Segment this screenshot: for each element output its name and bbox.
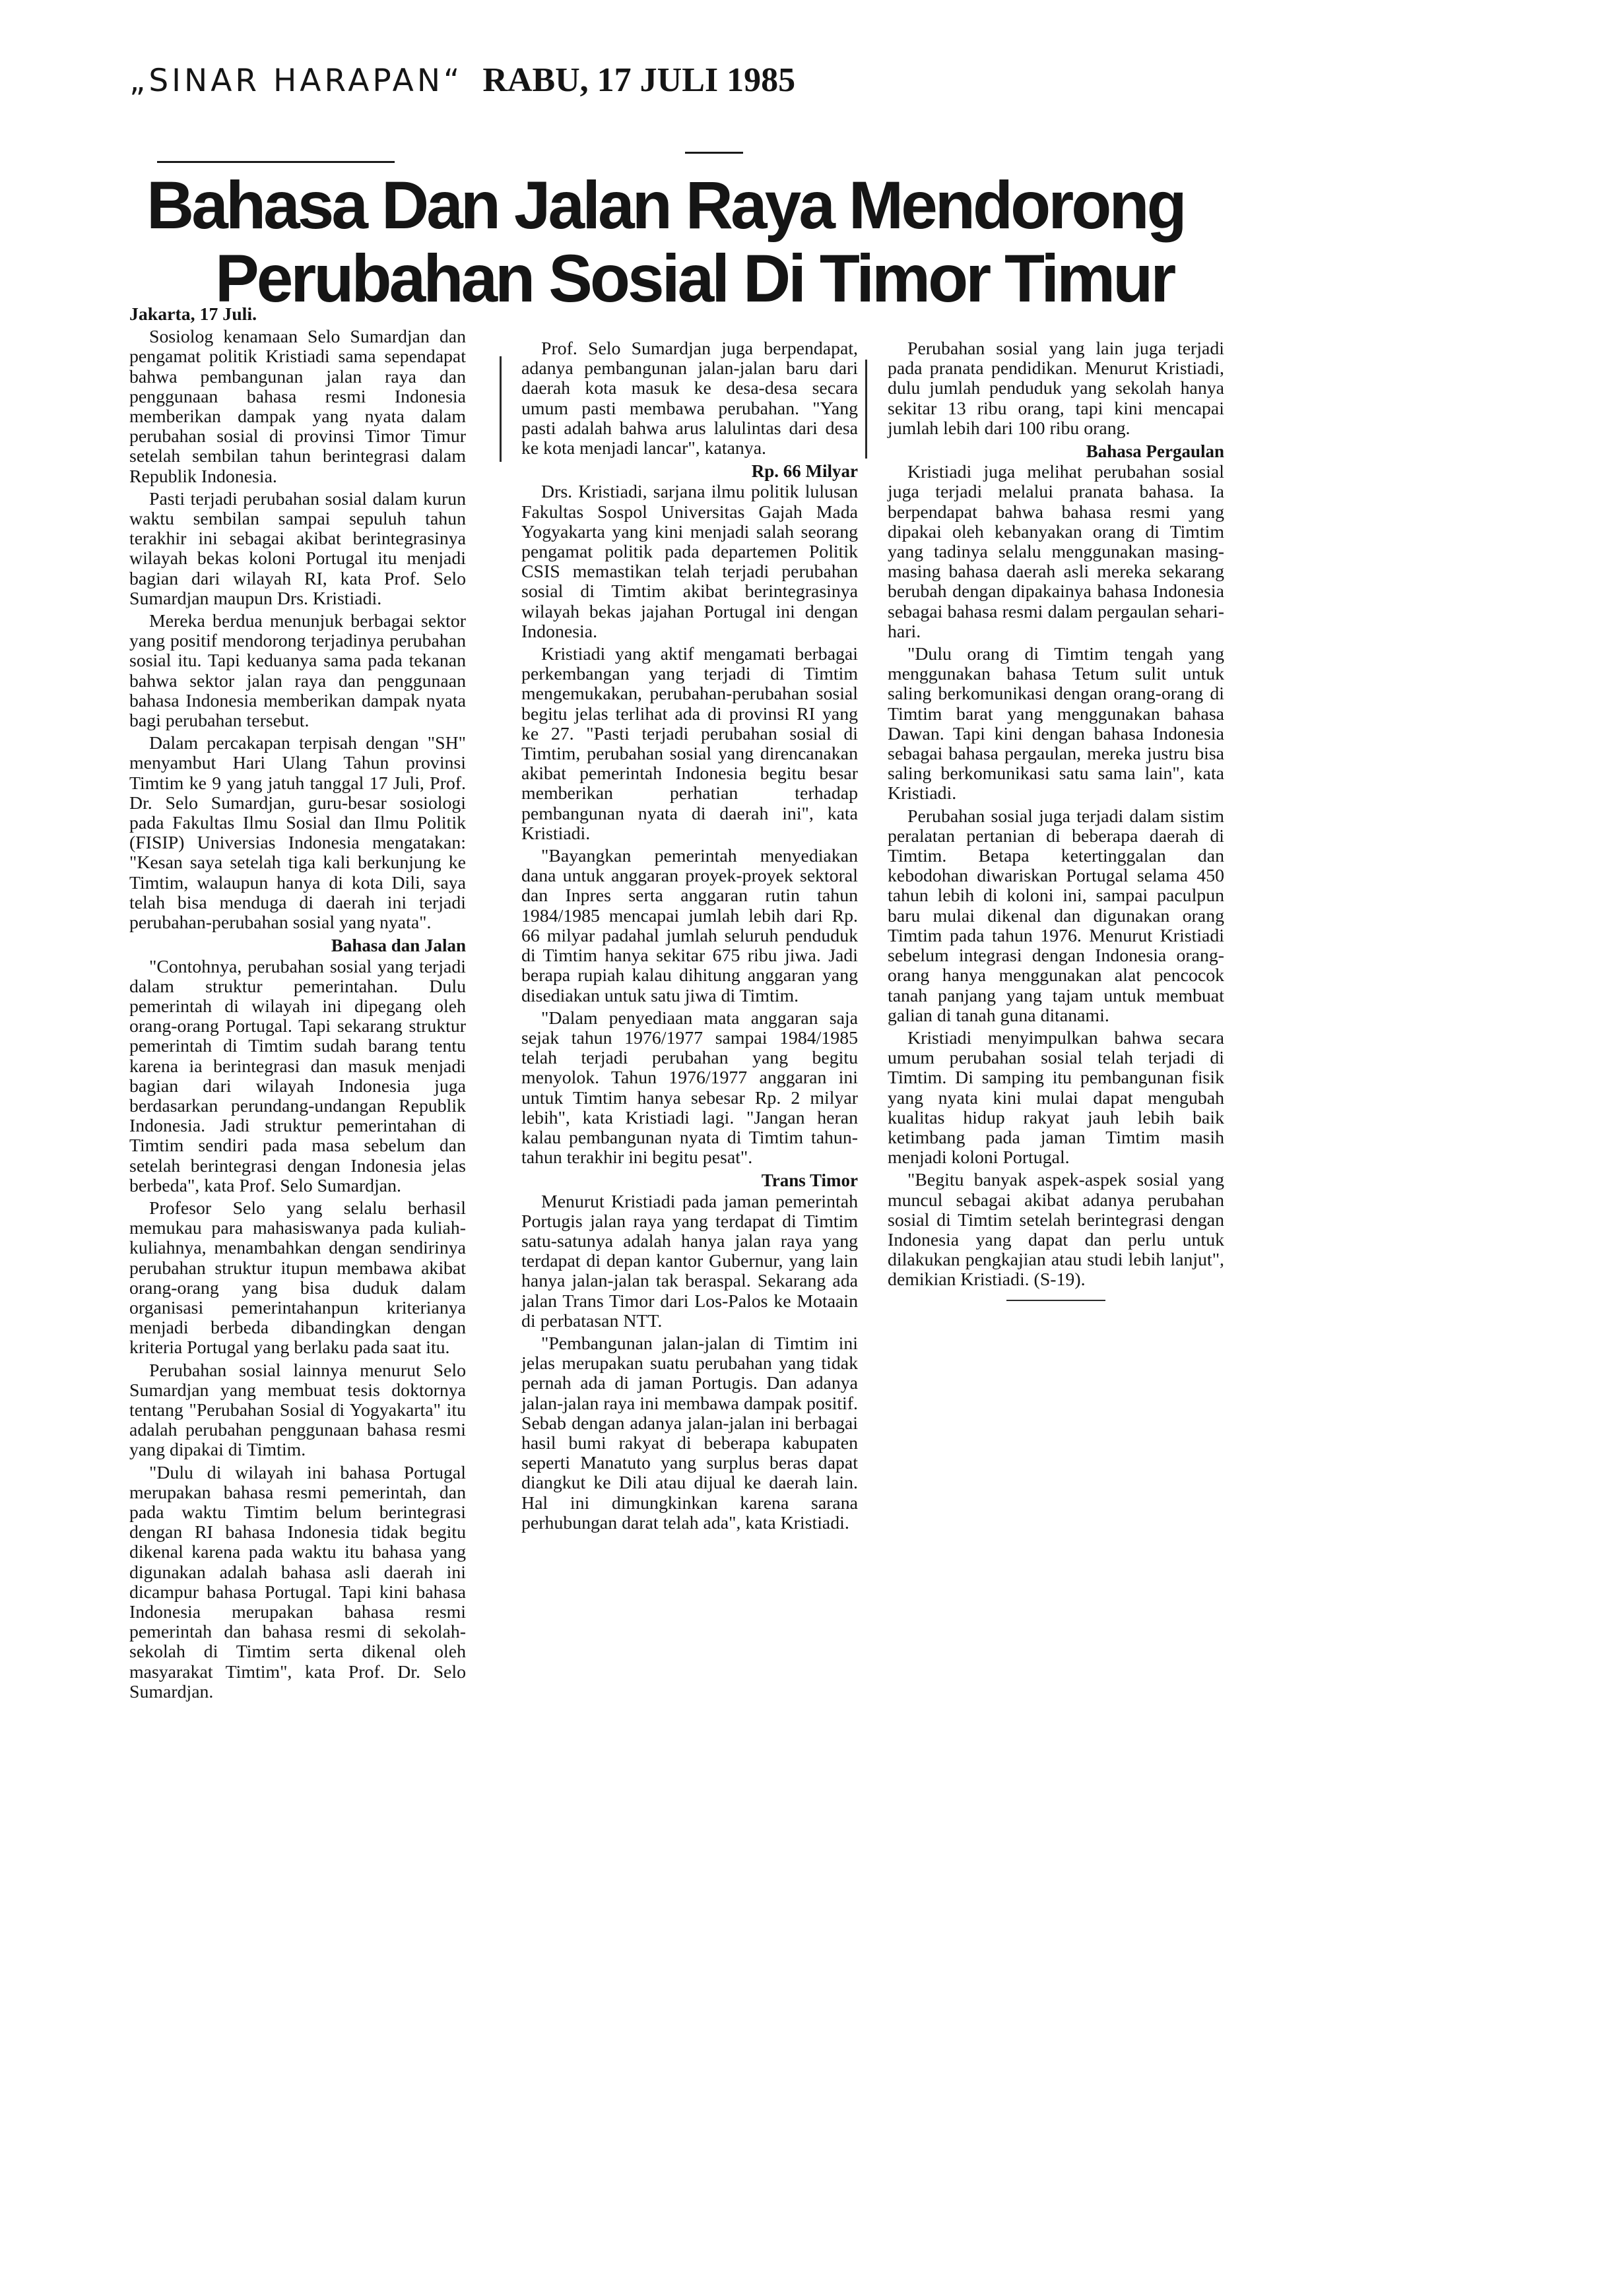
dateline: Jakarta, 17 Juli. <box>129 304 257 325</box>
article-paragraph: "Contohnya, perubahan sosial yang terjadi dalam struktur pemerintahan. Dulu pemerintah di wilayah ini dipegang oleh orang-orang Portugal. Tapi sekarang struktur pemerintah di Timtim sudah barang tentu karena ia berintegrasi dan masuk menjadi bagian dari wilayah Indonesia juga berdasarkan perundang-undangan Republik Indonesia. Jadi struktur pemerintahan di Timtim sendiri pada masa sebelum dan setelah berintegrasi dengan Indonesia jelas berbeda", kata Prof. Selo Sumardjan. <box>129 956 466 1196</box>
column-rule <box>500 356 502 462</box>
article-column-1 <box>129 305 466 1705</box>
article-column-2 <box>521 339 858 1536</box>
headline-line-2: Perubahan Sosial Di Timor Timur <box>215 241 1174 316</box>
article-paragraph: Perubahan sosial yang lain juga terjadi pada pranata pendidikan. Menurut Kristiadi, dulu jumlah penduduk yang sekolah hanya sekitar 13 ribu orang, tapi kini mencapai jumlah lebih dari 100 ribu orang. <box>888 338 1224 439</box>
headline-rule-center <box>685 152 743 154</box>
article-paragraph: "Pembangunan jalan-jalan di Timtim ini jelas merupakan suatu perubahan yang tidak pernah ada di jaman Portugis. Dan adanya jalan-jalan raya ini membawa dampak positif. Sebab dengan adanya jalan-jalan ini berbagai hasil bumi rakyat di beberapa kabupaten seperti Manatuto yang surplus beras dapat diangkut ke Dili atau dijual ke daerah lain. Hal ini dimungkinkan karena sarana perhubungan darat telah ada", kata Kristiadi. <box>521 1333 858 1533</box>
headline-line-1: Bahasa Dan Jalan Raya Mendorong <box>147 168 1185 243</box>
subheading: Rp. 66 Milyar <box>751 461 858 482</box>
article-paragraph: Prof. Selo Sumardjan juga berpendapat, adanya pembangunan jalan-jalan baru dari daerah kota masuk ke desa-desa secara umum pasti membawa perubahan. "Yang pasti adalah bahwa arus lalulintas dari desa ke kota menjadi lancar", katanya. <box>521 338 858 459</box>
article-paragraph: "Dulu di wilayah ini bahasa Portugal merupakan bahasa resmi pemerintah, dan pada waktu Timtim belum berintegrasi dengan RI bahasa Indonesia tidak begitu dikenal karena pada waktu itu bahasa yang digunakan adalah bahasa asli daerah ini dicampur bahasa Portugal. Tapi kini bahasa Indonesia merupakan bahasa resmi pemerintah dan bahasa resmi di sekolah-sekolah di Timtim serta dikenal oleh masyarakat Timtim", kata Prof. Dr. Selo Sumardjan. <box>129 1462 466 1702</box>
article-paragraph: Profesor Selo yang selalu berhasil memukau para mahasiswanya pada kuliah-kuliahnya, menambahkan dengan sendirinya perubahan struktur itupun membawa akibat orang-orang yang bisa duduk dalam organisasi pemerintahanpun kriterianya menjadi berbeda dibandingkan dengan kriteria Portugal yang berlaku pada saat itu. <box>129 1197 466 1358</box>
article-paragraph: Kristiadi menyimpulkan bahwa secara umum perubahan sosial telah terjadi di Timtim. Di samping itu pembangunan fisik yang nyata kini mulai dapat mengubah kualitas hidup rakyat jauh lebih baik ketimbang pada jaman Timtim masih menjadi koloni Portugal. <box>888 1027 1224 1168</box>
article-paragraph: "Bayangkan pemerintah menyediakan dana untuk anggaran proyek-proyek sektoral dan Inpres serta anggaran rutin tahun 1984/1985 mencapai jumlah lebih dari Rp. 66 milyar padahal jumlah seluruh penduduk di Timtim hanya sekitar 675 ribu jiwa. Jadi berapa rupiah kalau dihitung anggaran yang disediakan untuk satu jiwa di Timtim. <box>521 846 858 1006</box>
column-rule <box>865 360 867 459</box>
article-paragraph: "Begitu banyak aspek-aspek sosial yang muncul sebagai akibat adanya perubahan sosial di Timtim setelah berintegrasi dengan Indonesia yang dapat dan perlu untuk dilakukan pengkajian atau studi lebih lanjut", demikian Kristiadi. (S-19). <box>888 1170 1224 1291</box>
end-rule <box>1006 1300 1105 1301</box>
subheading: Trans Timor <box>761 1170 858 1191</box>
issue-date: RABU, 17 JULI 1985 <box>482 61 796 99</box>
article-column-3 <box>888 339 1224 1313</box>
article-paragraph: "Dalam penyediaan mata anggaran saja sejak tahun 1976/1977 sampai 1984/1985 telah terjadi perubahan yang begitu menyolok. Tahun 1976/1977 anggaran ini untuk Timtim hanya sebesar Rp. 2 milyar lebih", kata Kristiadi lagi. "Jangan heran kalau pembangunan nyata di Timtim tahun-tahun terakhir ini begitu pesat". <box>521 1007 858 1168</box>
headline-rule-left <box>157 161 395 163</box>
article-paragraph: Perubahan sosial juga terjadi dalam sistim peralatan pertanian di beberapa daerah di Timtim. Betapa ketertinggalan dan kebodohan diwariskan Portugal selama 450 tahun lebih di koloni ini, sampai paculpun baru mulai dikenal dan digunakan orang Timtim pada tahun 1976. Menurut Kristiadi sebelum integrasi dengan Indonesia orang-orang hanya menggunakan alat pencocok tanah panjang yang tajam untuk membuat galian di tanah guna ditanami. <box>888 806 1224 1026</box>
article-paragraph: Dalam percakapan terpisah dengan "SH" menyambut Hari Ulang Tahun provinsi Timtim ke 9 yang jatuh tanggal 17 Juli, Prof. Dr. Selo Sumardjan, guru-besar sosiologi pada Fakultas Ilmu Sosial dan Ilmu Politik (FISIP) Universias Indonesia mengatakan: "Kesan saya setelah tiga kali berkunjung ke Timtim, walaupun hanya di kota Dili, saya telah bisa menduga di daerah ini terjadi perubahan-perubahan sosial yang nyata". <box>129 733 466 934</box>
article-paragraph: Sosiolog kenamaan Selo Sumardjan dan pengamat politik Kristiadi sama sependapat bahwa pembangunan jalan raya dan penggunaan bahasa resmi Indonesia memberikan dampak yang nyata dalam perubahan sosial di provinsi Timor Timur setelah sembilan tahun berintegrasi dalam Republik Indonesia. <box>129 327 466 487</box>
article-paragraph: Kristiadi yang aktif mengamati berbagai perkembangan yang terjadi di Timtim mengemukakan, perubahan-perubahan sosial begitu jelas terlihat ada di provinsi RI yang ke 27. "Pasti terjadi perubahan sosial di Timtim, perubahan sosial yang direncanakan akibat pemerintah Indonesia begitu besar memberikan perhatian terhadap pembangunan nyata di daerah ini", kata Kristiadi. <box>521 644 858 844</box>
article-paragraph: "Dulu orang di Timtim tengah yang menggunakan bahasa Tetum sulit untuk saling berkomunikasi dengan orang-orang di Timtim barat yang menggunakan bahasa Dawan. Tapi kini dengan bahasa Indonesia sebagai bahasa pergaulan, mereka justru bisa saling berkomunikasi satu sama lain", kata Kristiadi. <box>888 644 1224 804</box>
subheading: Bahasa dan Jalan <box>331 936 466 956</box>
newspaper-name: „SINAR HARAPAN“ <box>129 63 463 99</box>
article-paragraph: Drs. Kristiadi, sarjana ilmu politik lulusan Fakultas Sospol Universitas Gajah Mada Yogyakarta yang kini menjadi salah seorang pengamat politik pada departemen Politik CSIS memastikan telah terjadi perubahan sosial di Timtim akibat berintegrasinya wilayah bekas jajahan Portugal ini dengan Indonesia. <box>521 482 858 642</box>
article-paragraph: Perubahan sosial lainnya menurut Selo Sumardjan yang membuat tesis doktornya tentang "Perubahan Sosial di Yogyakarta" itu adalah perubahan penggunaan bahasa resmi yang dipakai di Timtim. <box>129 1360 466 1461</box>
article-paragraph: Kristiadi juga melihat perubahan sosial juga terjadi melalui pranata bahasa. Ia berpendapat bahwa bahasa resmi yang dipakai oleh kebanyakan orang di Timtim yang tadinya selalu menggunakan masing-masing bahasa daerah asli mereka sekarang berubah dengan dipakainya bahasa Indonesia sebagai bahasa resmi dalam pergaulan sehari-hari. <box>888 462 1224 642</box>
article-paragraph: Pasti terjadi perubahan sosial dalam kurun waktu sembilan sampai sepuluh tahun terakhir ini sebagai akibat berintegrasinya wilayah bekas koloni Portugal itu menjadi bagian dari wilayah RI, kata Prof. Selo Sumardjan maupun Drs. Kristiadi. <box>129 488 466 609</box>
article-paragraph: Mereka berdua menunjuk berbagai sektor yang positif mendorong terjadinya perubahan sosial itu. Tapi keduanya sama pada tekanan bahwa sektor jalan raya dan penggunaan bahasa Indonesia memberikan dampak nyata bagi perubahan tersebut. <box>129 611 466 732</box>
masthead <box>129 61 795 113</box>
article-paragraph: Menurut Kristiadi pada jaman pemerintah Portugis jalan raya yang terdapat di Timtim satu-satunya adalah hanya jalan raya yang terdapat di depan kantor Gubernur, yang lain hanya jalan-jalan tak beraspal. Sekarang ada jalan Trans Timor dari Los-Palos ke Motaain di perbatasan NTT. <box>521 1191 858 1331</box>
subheading: Bahasa Pergaulan <box>1086 441 1224 462</box>
